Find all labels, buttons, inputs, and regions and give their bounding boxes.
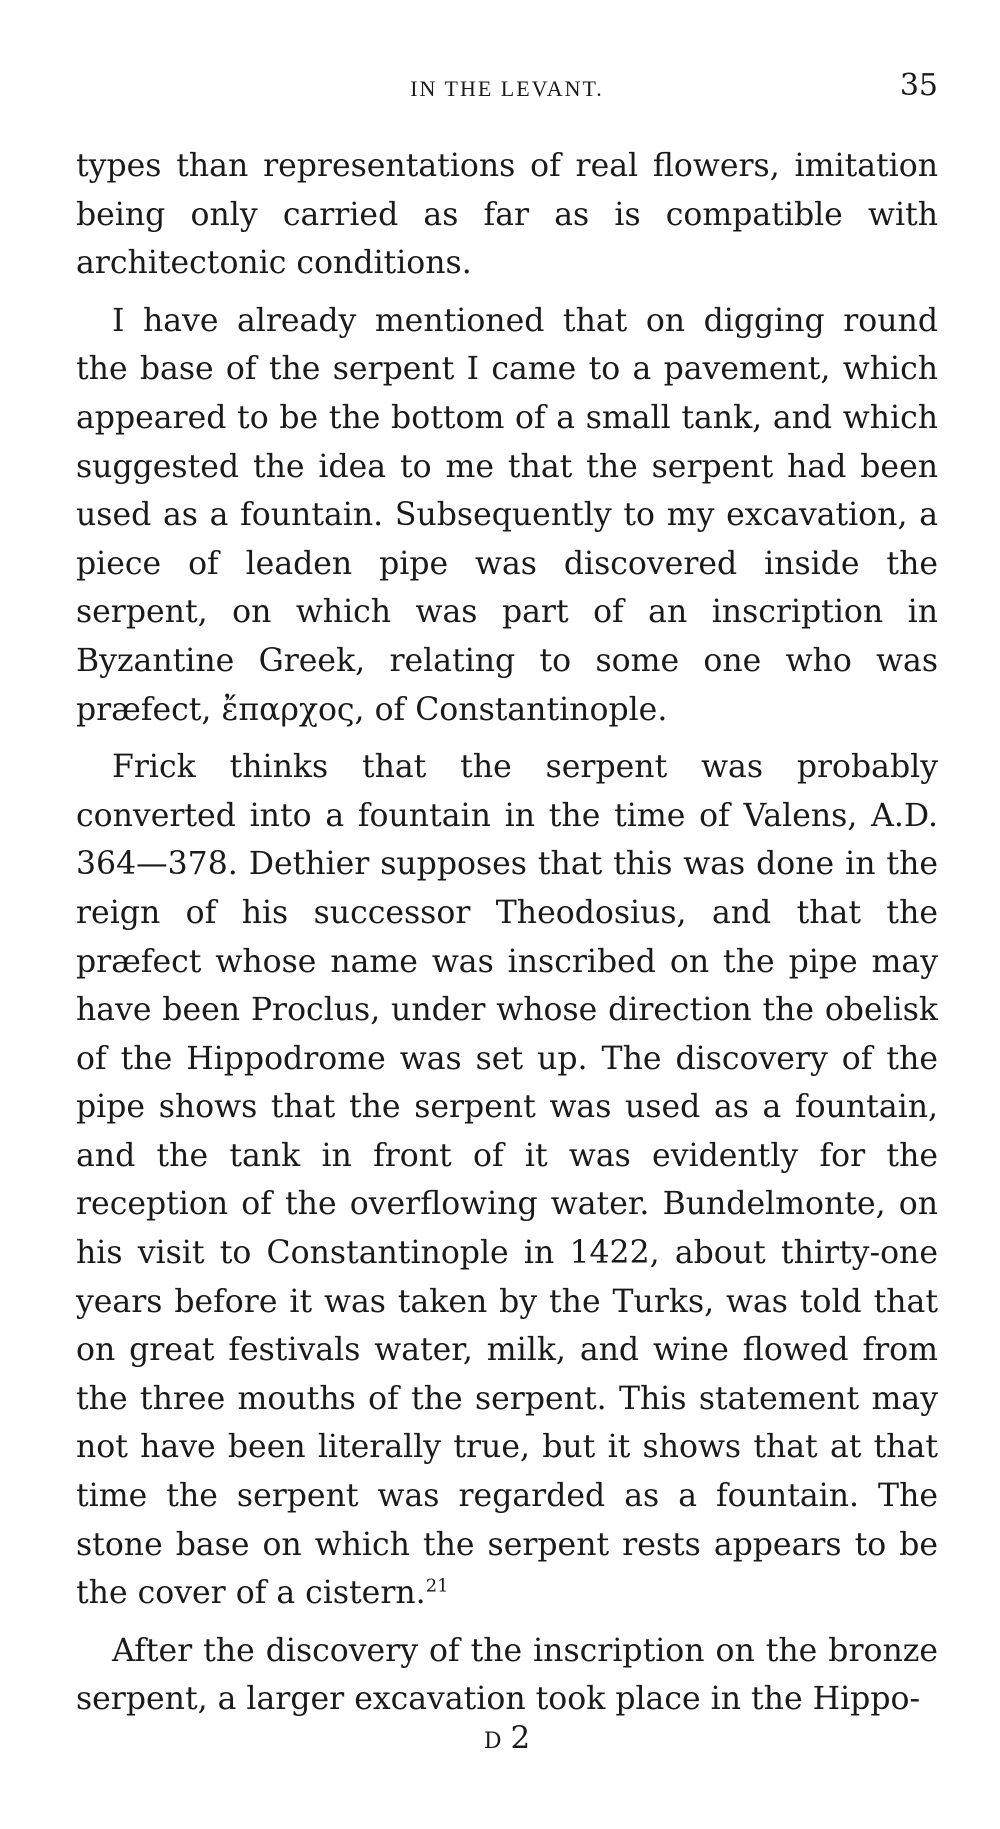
signature-letter: D bbox=[483, 1729, 503, 1754]
paragraph bbox=[76, 297, 938, 734]
signature-number: 2 bbox=[510, 1720, 531, 1756]
footnote-reference: 21 bbox=[425, 1575, 449, 1597]
paragraph-text: types than representations of real flowers, imitation being only carried as far as is compatible with architectonic conditions. bbox=[76, 148, 938, 282]
paragraph bbox=[76, 1627, 938, 1724]
paragraph-text: After the discovery of the inscription on the bronze serpent, a larger excavation took place in the Hippo- bbox=[76, 1632, 938, 1718]
signature-mark bbox=[76, 1720, 938, 1756]
running-head bbox=[76, 60, 938, 120]
running-title: IN THE LEVANT. bbox=[410, 76, 604, 101]
body-text bbox=[76, 142, 938, 1724]
paragraph bbox=[76, 743, 938, 1618]
paragraph-text: I have already mentioned that on digging round the base of the serpent I came to a pavement, which appeared to be the bottom of a small tank, and which suggested the idea to me that the serpent had been used as a fountain. Subsequently to my excavation, a piece of leaden pipe was discovered inside the serpent, on which was part of an inscription in Byzantine Greek, relating to some one who was præfect, ἔπαρχος, of Constantinople. bbox=[76, 302, 938, 728]
paragraph-continuation bbox=[76, 142, 938, 288]
book-page bbox=[76, 60, 938, 1800]
page-number: 35 bbox=[899, 68, 938, 103]
paragraph-text: Frick thinks that the serpent was probably converted into a fountain in the time of Valens, A.D. 364—378. Dethier supposes that this was done in the reign of his successor Theodosius, and that the præfect whose name was inscribed on the pipe may have been Proclus, under whose direction the obelisk of the Hippodrome was set up. The discovery of the pipe shows that the serpent was used as a fountain, and the tank in front of it was evidently for the reception of the overflowing water. Bundelmonte, on his visit to Constantinople in 1422, about thirty-one years before it was taken by the Turks, was told that on great festivals water, milk, and wine flowed from the three mouths of the serpent. This statement may not have been literally true, but it shows that at that time the serpent was regarded as a fountain. The stone base on which the serpent rests appears to be the cover of a cistern. bbox=[76, 749, 938, 1612]
